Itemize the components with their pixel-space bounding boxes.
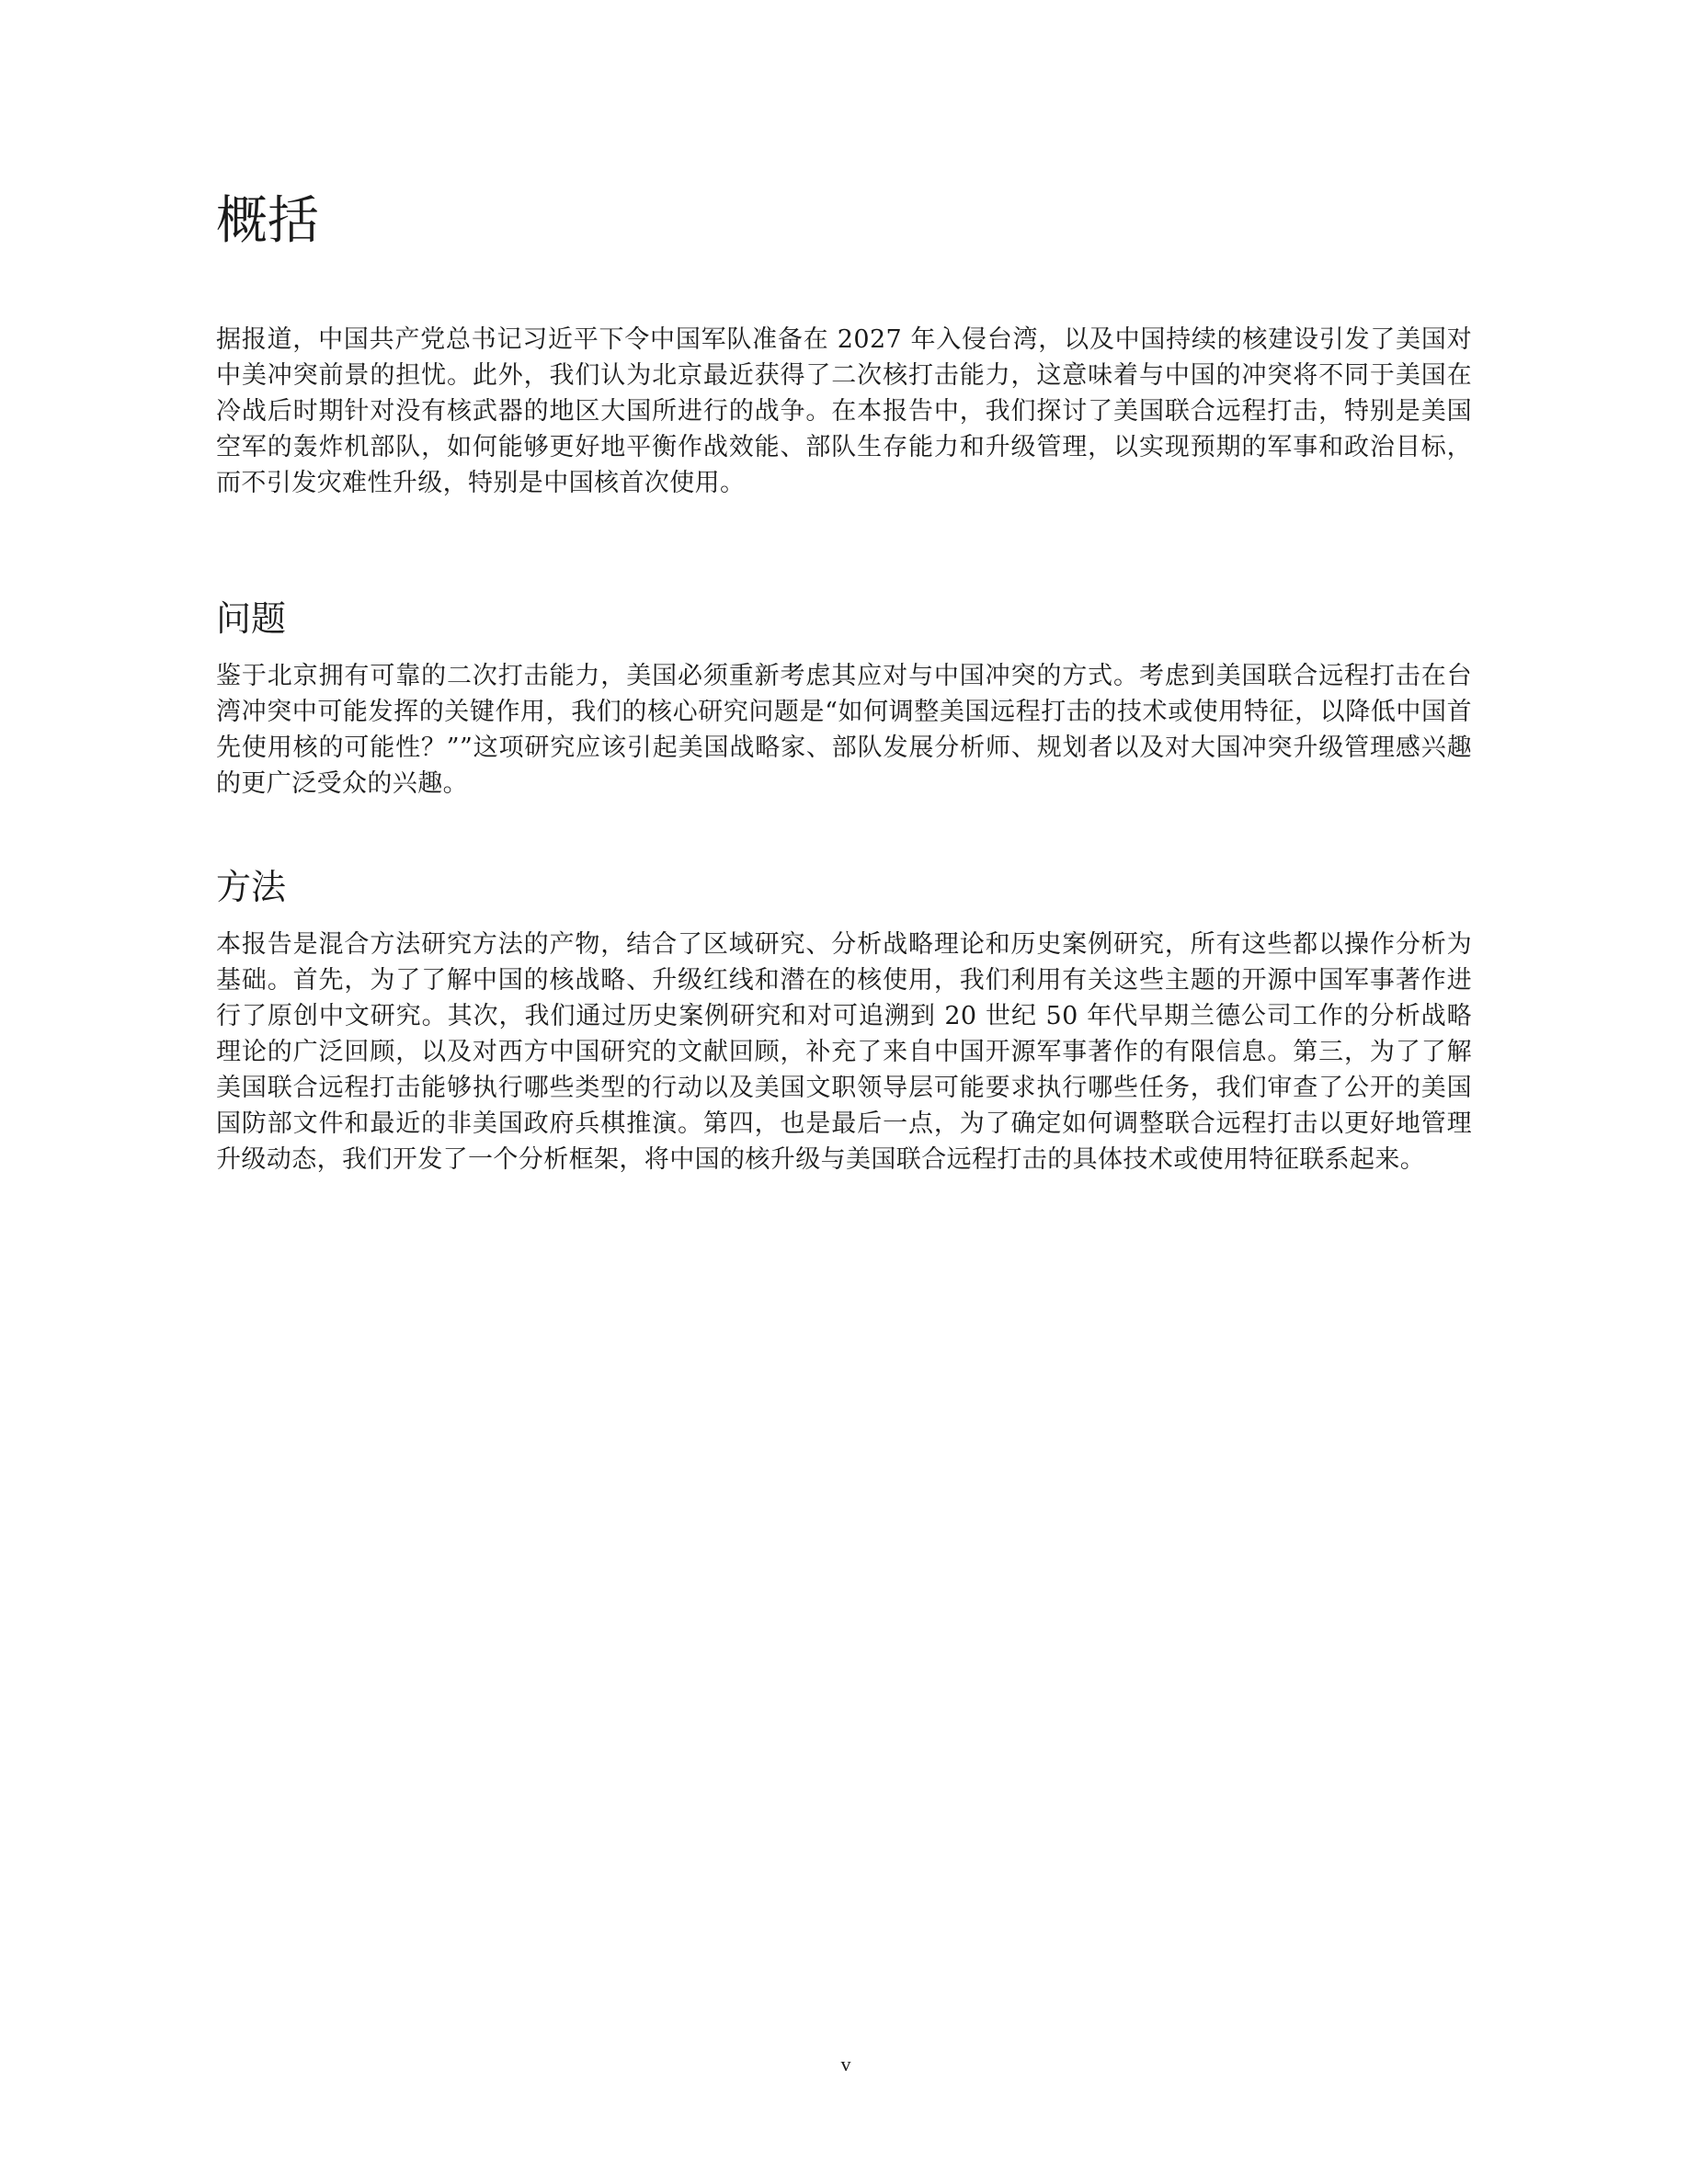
summary-paragraph: 据报道，中国共产党总书记习近平下令中国军队准备在 2027 年入侵台湾，以及中国持续的核建设引发了美国对中美冲突前景的担忧。此外，我们认为北京最近获得了二次核打击能力，这意味着与中国的冲突将不同于美国在冷战后时期针对没有核武器的地区大国所进行的战争。在本报告中，我们探讨了美国联合远程打击，特别是美国空军的轰炸机部队，如何能够更好地平衡作战效能、部队生存能力和升级管理，以实现预期的军事和政治目标，而不引发灾难性升级，特别是中国核首次使用。 [216,325,1472,497]
section-heading-problem: 问题 [216,598,287,639]
document-page [216,0,1476,2184]
section-heading-method: 方法 [216,867,287,907]
section-paragraph-problem: 鉴于北京拥有可靠的二次打击能力，美国必须重新考虑其应对与中国冲突的方式。考虑到美国联合远程打击在台湾冲突中可能发挥的关键作用，我们的核心研究问题是“如何调整美国远程打击的技术或使用特征，以降低中国首先使用核的可能性？””这项研究应该引起美国战略家、部队发展分析师、规划者以及对大国冲突升级管理感兴趣的更广泛受众的兴趣。 [216,662,1472,798]
page-title: 概括 [216,191,319,251]
section-paragraph-method: 本报告是混合方法研究方法的产物，结合了区域研究、分析战略理论和历史案例研究，所有这些都以操作分析为基础。首先，为了了解中国的核战略、升级红线和潜在的核使用，我们利用有关这些主题的开源中国军事著作进行了原创中文研究。其次，我们通过历史案例研究和对可追溯到 20 世纪 50 年代早期兰德公司工作的分析战略理论的广泛回顾，以及对西方中国研究的文献回顾，补充了来自中国开源军事著作的有限信息。第三，为了了解美国联合远程打击能够执行哪些类型的行动以及美国文职领导层可能要求执行哪些任务，我们审查了公开的美国国防部文件和最近的非美国政府兵棋推演。第四，也是最后一点，为了确定如何调整联合远程打击以更好地管理升级动态，我们开发了一个分析框架，将中国的核升级与美国联合远程打击的具体技术或使用特征联系起来。 [216,930,1472,1174]
page-number: v [840,2053,851,2076]
